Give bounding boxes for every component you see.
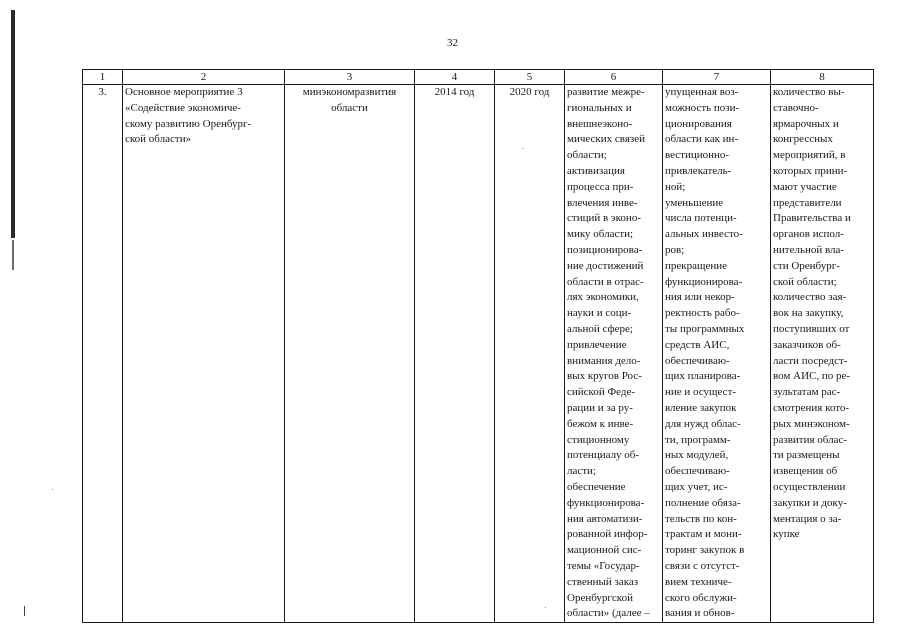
- scan-margin-edge: [12, 240, 14, 270]
- program-activities-table: [82, 69, 874, 623]
- column-header: 3: [285, 70, 415, 85]
- start-year: 2014 год: [415, 85, 495, 623]
- page-number: 32: [447, 37, 458, 49]
- column-header: 8: [771, 70, 874, 85]
- scan-speck: [52, 489, 53, 490]
- column-header: 6: [565, 70, 663, 85]
- expected-result: развитие межре- гиональных и внешнеэконо- мических связей области; активизация процесса при- влечения инве- стиций в эконо- мику области; позиционирова- ние достижений области в отрас- лях экономики, науки и соци- альной сфере; привлечение внимания дело- вых кругов Рос- сийской Феде- рации и за ру- бежом к инве- стиционному потенциалу об- ласти; обеспечение функционирова- ния автоматизи- рованной инфор- мационной сис- темы «Государ- ственный заказ Оренбургской области» (далее –: [565, 85, 663, 623]
- column-header: 2: [123, 70, 285, 85]
- row-number: 3.: [83, 85, 123, 623]
- related-indicators: количество вы- ставочно- ярмарочных и конгрессных мероприятий, в которых прини- мают участие представители Правительства и органов испол- нительной вла- сти Оренбург- ской области; количество зая- вок на закупку, поступивших от заказчиков об- ласти посредст- вом АИС, по ре- зультатам рас- смотрения кото- рых минэконом- развития облас- ти размещены извещения об осуществлении закупки и доку- ментация о за- купке: [771, 85, 874, 623]
- column-header: 4: [415, 70, 495, 85]
- column-header: 7: [663, 70, 771, 85]
- header-row: [83, 70, 874, 85]
- end-year: 2020 год: [495, 85, 565, 623]
- column-header: 5: [495, 70, 565, 85]
- responsible-executor: минэкономразвития области: [285, 85, 415, 623]
- scan-mark: [24, 606, 25, 616]
- activity-name: Основное мероприятие 3 «Содействие экономиче- скому развитию Оренбург- ской области»: [123, 85, 285, 623]
- table-row: [83, 85, 874, 623]
- column-header: 1: [83, 70, 123, 85]
- non-implementation-consequences: упущенная воз- можность пози- ционирования области как ин- вестиционно- привлекатель- ной; уменьшение числа потенци- альных инвесто- ров; прекращение функционирова- ния или некор- ректность рабо- ты программных средств АИС, обеспечиваю- щих планирова- ние и осущест- вление закупок для нужд облас- ти, программ- ных модулей, обеспечиваю- щих учет, ис- полнение обяза- тельств по кон- трактам и мони- торинг закупок в связи с отсутст- вием техниче- ского обслужи- вания и обнов-: [663, 85, 771, 623]
